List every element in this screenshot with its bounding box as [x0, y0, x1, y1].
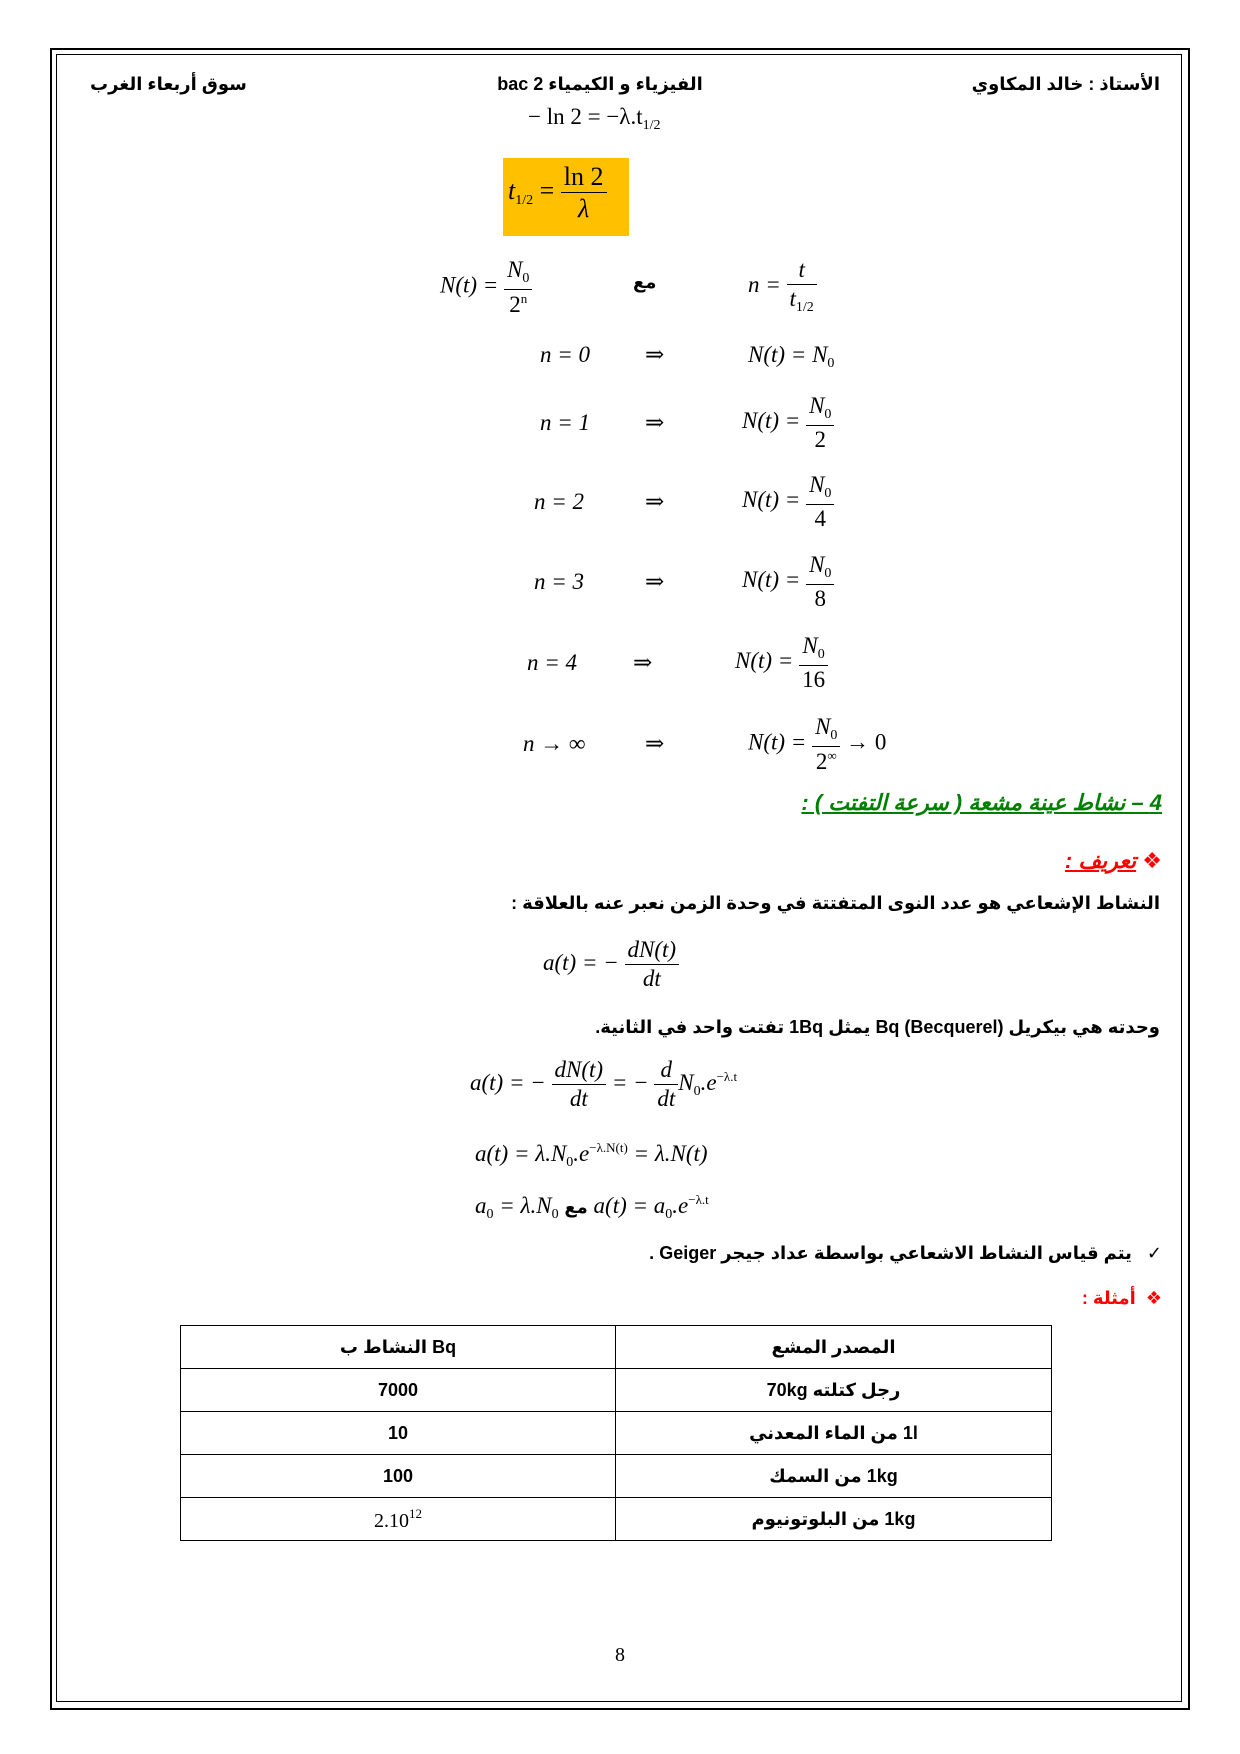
header-school: سوق أربعاء الغرب	[90, 74, 247, 94]
table-cell-activity: 10	[181, 1412, 616, 1455]
row-n4-arrow: ⇒	[633, 650, 653, 675]
row-n2-arrow: ⇒	[645, 489, 665, 514]
row-n0-right: $N(t) = N_0$	[748, 342, 835, 371]
row-ninf-arrow: ⇒	[645, 731, 665, 756]
n-definition-formula: n = $\frac{t}{t_{1/2}}$	[748, 258, 817, 316]
activity-derivation-1: a(t) = − $\frac{dN(t)}{dt}$ = − $\frac{d}{dt}$ $N_0.e^{-\lambda.t}$	[470, 1057, 738, 1112]
section-title: 4 – نشاط عينة مشعة ( سرعة التفتت ) :	[801, 790, 1162, 815]
header-teacher: الأستاذ : خالد المكاوي	[971, 74, 1160, 94]
table-cell-activity: 100	[181, 1455, 616, 1498]
row-n1-left: n = 1	[540, 410, 591, 435]
row-n2-left: n = 2	[534, 489, 585, 514]
decay-law-formula: N(t) = $\frac{N_0}{2^n}$	[440, 258, 532, 317]
table-row	[181, 1498, 1052, 1541]
examples-heading: ❖ أمثلة :	[1081, 1288, 1162, 1308]
activity-derivation-2: $a(t) = \lambda.N_0.e^{-\lambda.N(t)} = \lambda.N(t)$	[475, 1140, 708, 1170]
row-ninf-right: N(t) = $\frac{N_0}{2^\infty}$ → 0	[748, 714, 887, 774]
table-cell-activity: 7000	[181, 1369, 616, 1412]
header-subject: الفيزياء و الكيمياء 2 bac	[497, 74, 703, 94]
check-icon: ✓	[1146, 1243, 1162, 1263]
table-cell-activity: 2.10$^{12}$	[181, 1498, 616, 1541]
table-cell-source: 1l من الماء المعدني	[616, 1412, 1052, 1455]
equation-ln2: − $\ln 2 = -\lambda.t_{1/2}$	[528, 104, 661, 133]
row-n1-arrow: ⇒	[645, 410, 665, 435]
table-cell-source: رجل كتلته 70kg	[616, 1369, 1052, 1412]
diamond-bullet-icon: ❖	[1145, 1288, 1162, 1308]
row-n1-right: N(t) = $\frac{N_0}{2}$	[742, 394, 834, 452]
row-ninf-left: n → ∞	[523, 731, 586, 756]
row-n3-right: N(t) = $\frac{N_0}{8}$	[742, 553, 834, 611]
row-n2-right: N(t) = $\frac{N_0}{4}$	[742, 473, 834, 531]
with-word: مع	[633, 272, 657, 292]
table-header-source: المصدر المشع	[616, 1326, 1052, 1369]
definition-heading: ❖ تعريف :	[1064, 848, 1162, 873]
activity-table	[180, 1325, 1052, 1541]
row-n3-arrow: ⇒	[645, 569, 665, 594]
table-cell-source: 1kg من السمك	[616, 1455, 1052, 1498]
page-number: 8	[615, 1644, 625, 1666]
table-header-activity: النشاط ب Bq	[181, 1326, 616, 1369]
row-n3-left: n = 3	[534, 569, 585, 594]
row-n4-left: n = 4	[527, 650, 578, 675]
activity-definition-formula: a(t) = − $\frac{dN(t)}{dt}$	[543, 938, 679, 991]
row-n4-right: N(t) = $\frac{N_0}{16}$	[735, 634, 828, 692]
geiger-line: ✓ يتم قياس النشاط الاشعاعي بواسطة عداد جيجر Geiger .	[649, 1243, 1162, 1263]
activity-derivation-3: $a_0 = \lambda.N_0$ مع $a(t) = a_0.e^{-\lambda.t}$	[475, 1192, 709, 1222]
table-row	[181, 1455, 1052, 1498]
half-life-formula: $t_{1/2}$ = $\frac{\ln 2}{\lambda}$	[508, 163, 607, 223]
table-header-row	[181, 1326, 1052, 1369]
table-cell-source: 1kg من البلوتونيوم	[616, 1498, 1052, 1541]
row-n0-arrow: ⇒	[645, 342, 665, 367]
table-row	[181, 1369, 1052, 1412]
table-row	[181, 1412, 1052, 1455]
diamond-bullet-icon: ❖	[1142, 848, 1162, 873]
unit-text: وحدته هي بيكريل Bq (Becquerel) يمثل 1Bq تفتت واحد في الثانية.	[595, 1017, 1160, 1037]
definition-text: النشاط الإشعاعي هو عدد النوى المتفتتة في وحدة الزمن نعبر عنه بالعلاقة :	[511, 893, 1160, 913]
row-n0-left: n = 0	[540, 342, 591, 367]
